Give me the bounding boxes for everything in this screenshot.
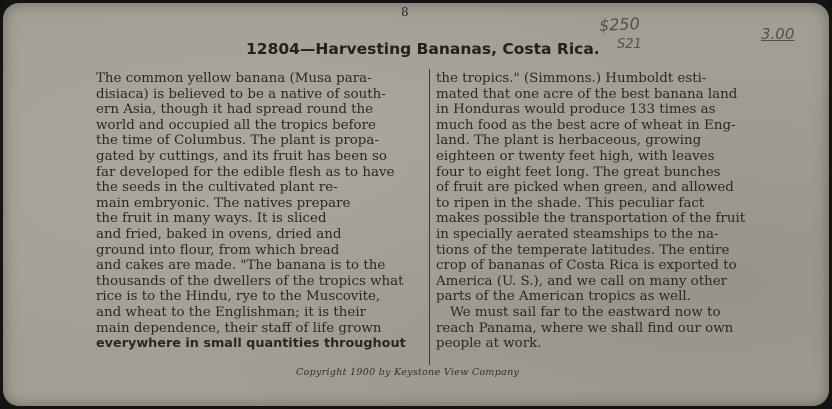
text-line: disiaca) is believed to be a native of south- bbox=[96, 86, 386, 102]
text-line: the fruit in many ways. It is sliced bbox=[96, 211, 327, 227]
left-text-column bbox=[96, 71, 406, 352]
text-line: much food as the best acre of wheat in Eng- bbox=[436, 117, 736, 133]
pencil-code-mark: S21 bbox=[617, 37, 642, 52]
text-line: world and occupied all the tropics before bbox=[96, 117, 376, 133]
text-line: We must sail far to the eastward now to bbox=[450, 304, 721, 320]
text-line: main embryonic. The natives prepare bbox=[96, 195, 351, 211]
text-line: mated that one acre of the best banana land bbox=[436, 86, 738, 102]
text-line: eighteen or twenty feet high, with leaves bbox=[436, 148, 715, 164]
text-line: ground into flour, from which bread bbox=[96, 242, 340, 258]
text-line: of fruit are picked when green, and allowed bbox=[436, 180, 734, 196]
text-line: rice is to the Hindu, rye to the Muscovite, bbox=[96, 289, 381, 305]
copyright-notice: Copyright 1900 by Keystone View Company bbox=[296, 367, 520, 378]
text-line: parts of the American tropics as well. bbox=[436, 289, 691, 305]
text-line: gated by cuttings, and its fruit has been so bbox=[96, 148, 387, 164]
text-line: people at work. bbox=[436, 336, 542, 352]
text-line: ern Asia, though it had spread round the bbox=[96, 102, 374, 118]
text-line: land. The plant is herbaceous, growing bbox=[436, 133, 702, 149]
text-line: reach Panama, where we shall find our own bbox=[436, 320, 734, 336]
column-divider bbox=[429, 69, 430, 365]
text-line: the tropics." (Simmons.) Humboldt esti- bbox=[436, 71, 707, 86]
text-line: far developed for the edible flesh as to have bbox=[96, 164, 395, 180]
page-number: 8 bbox=[401, 5, 409, 19]
text-line: four to eight feet long. The great bunches bbox=[436, 164, 721, 180]
text-line: The common yellow banana (Musa para- bbox=[96, 71, 372, 86]
text-line: thousands of the dwellers of the tropics what bbox=[96, 273, 404, 289]
pencil-price-mark: $250 bbox=[598, 13, 641, 36]
text-line: main dependence, their staff of life grown bbox=[96, 320, 382, 336]
text-line: the time of Columbus. The plant is propa- bbox=[96, 133, 379, 149]
text-line: America (U. S.), and we call on many other bbox=[436, 273, 728, 289]
text-line: to ripen in the shade. This peculiar fact bbox=[436, 195, 705, 211]
text-line: and cakes are made. "The banana is to the bbox=[96, 258, 386, 274]
text-line: crop of bananas of Costa Rica is exported to bbox=[436, 258, 737, 274]
text-line: tions of the temperate latitudes. The entire bbox=[436, 242, 730, 258]
text-line: the seeds in the cultivated plant re- bbox=[96, 180, 338, 196]
text-line: and fried, baked in ovens, dried and bbox=[96, 226, 342, 242]
text-line: in specially aerated steamships to the na- bbox=[436, 226, 719, 242]
text-line: makes possible the transportation of the fruit bbox=[436, 211, 746, 227]
stereoview-card-back bbox=[3, 3, 829, 406]
text-line: and wheat to the Englishman; it is their bbox=[96, 304, 367, 320]
pencil-price-mark-right: 3.00 bbox=[761, 25, 795, 43]
text-line: in Honduras would produce 133 times as bbox=[436, 102, 716, 118]
text-line: everywhere in small quantities throughout bbox=[96, 336, 406, 352]
card-title: 12804—Harvesting Bananas, Costa Rica. bbox=[246, 40, 600, 58]
right-text-column bbox=[436, 71, 745, 352]
